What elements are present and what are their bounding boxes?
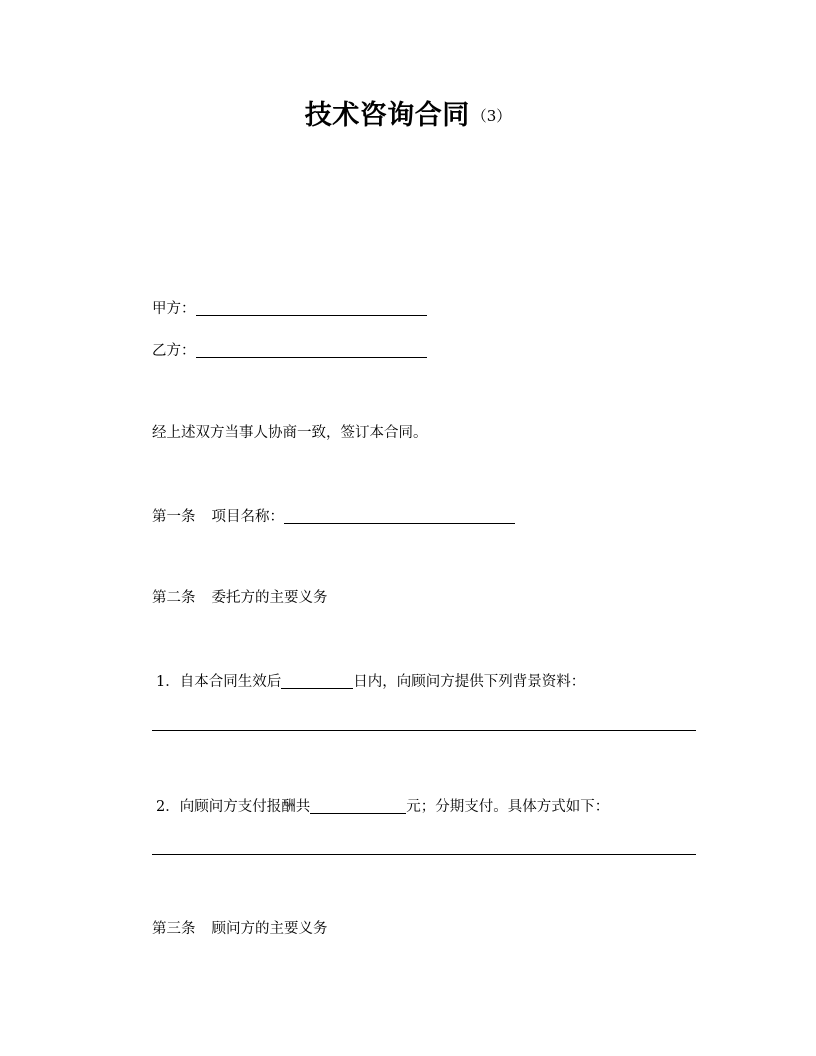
article-2-item-2: [156, 796, 609, 817]
party-b-blank[interactable]: [196, 340, 427, 358]
project-name-blank[interactable]: [284, 506, 515, 524]
article-2-heading: 第二条: [152, 590, 196, 606]
title-suffix: （3）: [471, 107, 512, 125]
article-1: [152, 506, 515, 527]
payment-amount-blank[interactable]: [310, 796, 406, 814]
title-text: 技术咨询合同: [304, 100, 470, 131]
article-2-item-1: [156, 671, 585, 692]
page-title: [0, 96, 816, 139]
article-3-heading: 第三条: [152, 921, 196, 937]
article-3-title: 顾问方的主要义务: [211, 921, 328, 937]
preamble: 经上述双方当事人协商一致，签订本合同。: [152, 425, 428, 441]
article-2-title: 委托方的主要义务: [211, 590, 328, 606]
item-1-suffix: 日内，向顾问方提供下列背景资料：: [353, 674, 586, 690]
party-b-label: 乙方：: [152, 343, 196, 359]
project-name-label: 项目名称：: [211, 509, 284, 525]
background-materials-blank[interactable]: [152, 730, 696, 731]
payment-method-blank[interactable]: [152, 854, 696, 855]
item-1-prefix: 1．自本合同生效后: [156, 674, 282, 690]
article-3: [152, 919, 328, 939]
party-b-line: [152, 340, 427, 361]
party-a-label: 甲方：: [152, 301, 196, 317]
item-2-prefix: 2．向顾问方支付报酬共: [156, 799, 311, 815]
article-2: [152, 588, 328, 608]
article-1-heading: 第一条: [152, 509, 196, 525]
item-2-suffix: 元；分期支付。具体方式如下：: [406, 799, 610, 815]
party-a-line: [152, 298, 427, 319]
days-blank[interactable]: [281, 671, 353, 689]
party-a-blank[interactable]: [196, 298, 427, 316]
